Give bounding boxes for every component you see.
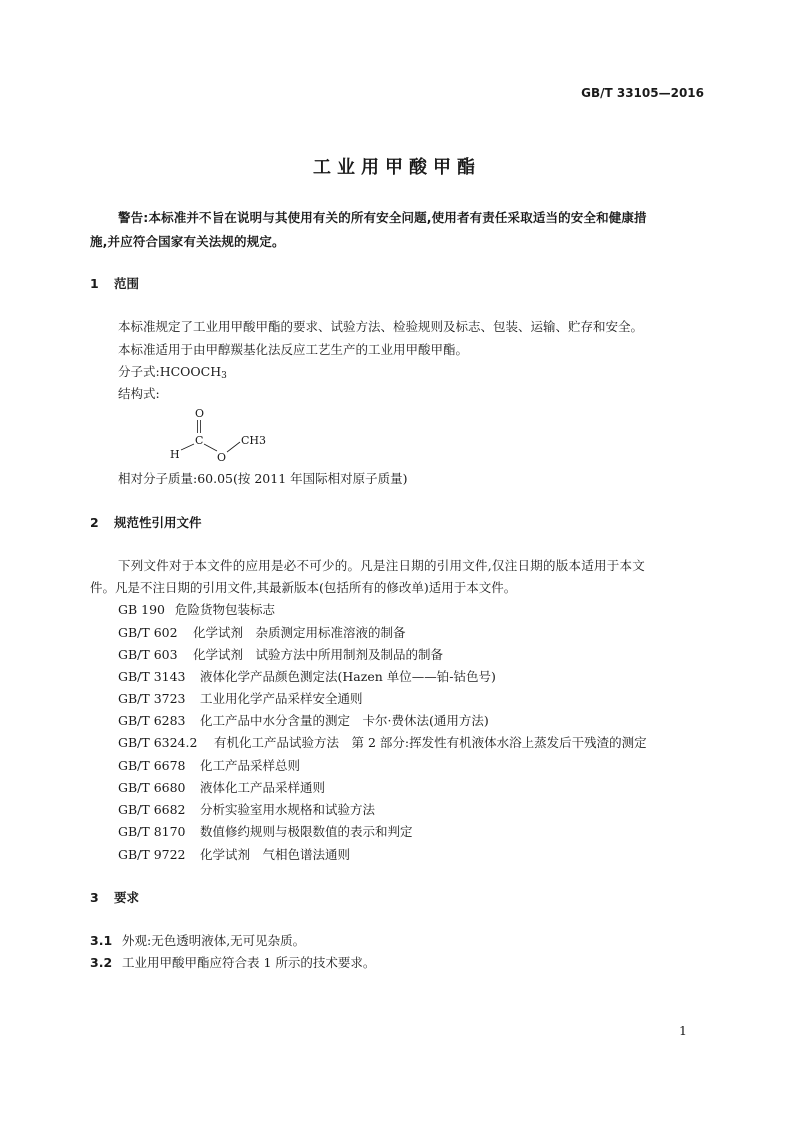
section-1-title: 范围 <box>114 276 140 291</box>
structural-formula <box>165 402 275 464</box>
structure-oxygen-top: O <box>195 407 205 420</box>
reference-code: GB 190 <box>118 602 166 617</box>
structure-hydrogen: H <box>170 448 180 461</box>
reference-code: GB/T 6682 <box>118 802 186 817</box>
clause-text: 工业用甲酸甲酯应符合表 1 所示的技术要求。 <box>122 955 376 970</box>
standard-number: GB/T 33105—2016 <box>581 86 704 100</box>
clause-number: 3.2 <box>90 955 113 970</box>
reference-code: GB/T 9722 <box>118 847 186 862</box>
section-1-heading <box>90 274 139 292</box>
reference-item <box>118 667 496 685</box>
reference-item <box>118 600 275 618</box>
reference-title: 分析实验室用水规格和试验方法 <box>200 802 376 817</box>
reference-code: GB/T 6680 <box>118 780 186 795</box>
molecular-mass: 相对分子质量:60.05(按 2011 年国际相对原子质量) <box>118 471 408 486</box>
references-intro-line-2: 件。凡是不注日期的引用文件,其最新版本(包括所有的修改单)适用于本文件。 <box>90 580 517 595</box>
clause-text: 外观:无色透明液体,无可见杂质。 <box>122 933 306 948</box>
page-number: 1 <box>679 1023 687 1038</box>
section-3-title: 要求 <box>114 890 140 905</box>
reference-item <box>118 733 647 751</box>
molecular-formula <box>118 362 227 381</box>
reference-title: 危险货物包装标志 <box>175 602 276 617</box>
reference-code: GB/T 3723 <box>118 691 186 706</box>
reference-code: GB/T 3143 <box>118 669 186 684</box>
reference-code: GB/T 8170 <box>118 824 186 839</box>
reference-title: 工业用化学产品采样安全通则 <box>200 691 363 706</box>
reference-title: 有机化工产品试验方法 第 2 部分:挥发性有机液体水浴上蒸发后干残渣的测定 <box>214 735 647 750</box>
references-intro-line-1: 下列文件对于本文件的应用是必不可少的。凡是注日期的引用文件,仅注日期的版本适用于本文 <box>118 558 645 573</box>
section-1-number: 1 <box>90 276 99 291</box>
reference-item <box>118 623 406 641</box>
clause-3-1 <box>90 931 305 949</box>
formula-subscript: 3 <box>221 371 227 381</box>
structure-carbon: C <box>195 434 204 447</box>
reference-item <box>118 689 363 707</box>
reference-title: 液体化学产品颜色测定法(Hazen 单位——铂-钴色号) <box>200 669 496 684</box>
warning-line-1: 警告:本标准并不旨在说明与其使用有关的所有安全问题,使用者有责任采取适当的安全和健康措 <box>118 210 647 225</box>
section-2-number: 2 <box>90 515 99 530</box>
clause-3-2 <box>90 953 375 971</box>
bond-c-h <box>181 444 194 450</box>
warning-line-2: 施,并应符合国家有关法规的规定。 <box>90 234 285 249</box>
reference-item <box>118 756 300 774</box>
bond-c-o <box>204 444 217 451</box>
structure-oxygen-ester: O <box>217 451 227 464</box>
reference-item <box>118 711 489 729</box>
reference-code: GB/T 6678 <box>118 758 186 773</box>
document-title: 工业用甲酸甲酯 <box>313 157 481 178</box>
reference-item <box>118 778 325 796</box>
section-3-heading <box>90 888 139 906</box>
reference-code: GB/T 603 <box>118 647 178 662</box>
formula-label: 分子式: <box>118 364 160 379</box>
reference-title: 数值修约规则与极限数值的表示和判定 <box>200 824 413 839</box>
reference-code: GB/T 6324.2 <box>118 735 198 750</box>
reference-title: 化工产品中水分含量的测定 卡尔·费休法(通用方法) <box>200 713 489 728</box>
reference-code: GB/T 6283 <box>118 713 186 728</box>
structure-label: 结构式: <box>118 386 160 401</box>
reference-title: 化工产品采样总则 <box>200 758 301 773</box>
reference-item <box>118 845 350 863</box>
reference-item <box>118 800 375 818</box>
clause-number: 3.1 <box>90 933 113 948</box>
structure-methyl: CH3 <box>241 434 267 447</box>
reference-item <box>118 645 443 663</box>
reference-title: 化学试剂 气相色谱法通则 <box>200 847 351 862</box>
formula-main: HCOOCH <box>159 364 222 379</box>
reference-title: 化学试剂 杂质测定用标准溶液的制备 <box>193 625 406 640</box>
reference-title: 化学试剂 试验方法中所用制剂及制品的制备 <box>193 647 444 662</box>
section-2-heading <box>90 513 202 531</box>
section-2-title: 规范性引用文件 <box>114 515 202 530</box>
reference-item <box>118 822 413 840</box>
section-3-number: 3 <box>90 890 99 905</box>
bond-o-ch3 <box>227 442 240 452</box>
reference-title: 液体化工产品采样通则 <box>200 780 326 795</box>
scope-paragraph-2: 本标准适用于由甲醇羰基化法反应工艺生产的工业用甲酸甲酯。 <box>118 342 469 357</box>
reference-code: GB/T 602 <box>118 625 178 640</box>
scope-paragraph-1: 本标准规定了工业用甲酸甲酯的要求、试验方法、检验规则及标志、包装、运输、贮存和安全。 <box>118 319 644 334</box>
